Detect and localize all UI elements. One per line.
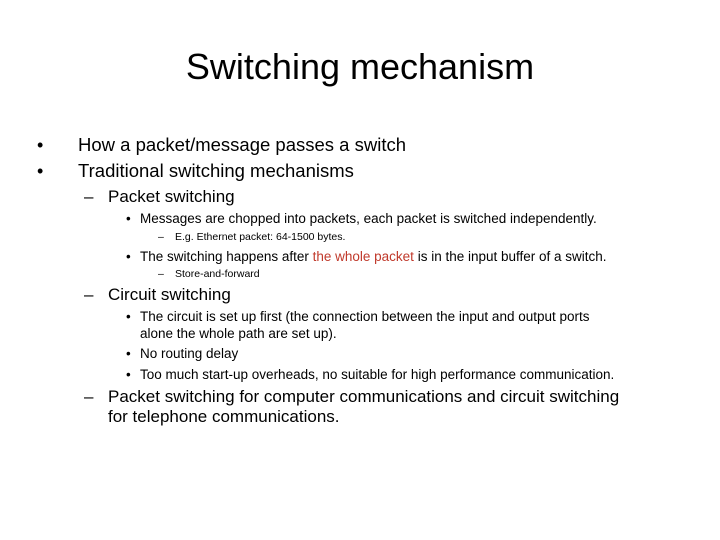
bullet-icon: • (126, 346, 131, 361)
packet-item (126, 210, 597, 227)
packet-item-text (126, 248, 607, 265)
circuit-item (126, 345, 238, 362)
circuit-item-continuation (126, 325, 337, 342)
dash-icon: – (84, 285, 94, 304)
packet-item (126, 248, 607, 265)
packet-subitem-text: E.g. Ethernet packet: 64-1500 bytes. (175, 231, 346, 243)
circuit-item-text: No routing delay (140, 346, 239, 361)
slide-title: Switching mechanism (185, 46, 535, 87)
subheading-circuit-switching (84, 284, 231, 306)
subheading-packet-switching (84, 186, 235, 208)
summary-text: Packet switching for computer communications and circuit switching (108, 387, 620, 406)
bullet-icon: • (126, 249, 131, 264)
bullet-icon: • (126, 211, 131, 226)
circuit-item (126, 366, 614, 383)
bullet-icon: • (126, 367, 131, 382)
summary-text: for telephone communications. (108, 407, 340, 426)
bullet-icon: • (37, 161, 44, 181)
packet-item-text: Messages are chopped into packets, each packet is switched independently. (140, 211, 597, 226)
summary-item (84, 386, 619, 408)
bullet-text: Traditional switching mechanisms (78, 160, 354, 181)
text-segment: is in the input buffer of a switch. (413, 249, 607, 264)
bullet-icon: • (126, 309, 131, 324)
highlighted-text: the whole packet (312, 249, 414, 264)
summary-item-continuation (84, 406, 340, 428)
bullet-icon: • (37, 135, 44, 155)
circuit-item (126, 308, 590, 325)
text-segment: The switching happens after (140, 249, 313, 264)
bullet-text: How a packet/message passes a switch (78, 134, 407, 155)
circuit-item-text: Too much start-up overheads, no suitable for high performance communication. (140, 367, 615, 382)
circuit-item-text: alone the whole path are set up). (140, 326, 337, 341)
subheading-text: Circuit switching (108, 285, 231, 304)
dash-icon: – (158, 231, 164, 243)
dash-icon: – (158, 268, 164, 280)
bullet-item (37, 132, 406, 158)
bullet-item (37, 158, 354, 184)
subheading-text: Packet switching (108, 187, 235, 206)
dash-icon: – (84, 187, 94, 206)
dash-icon: – (84, 387, 94, 406)
packet-subitem (158, 230, 345, 244)
circuit-item-text: The circuit is set up first (the connection between the input and output ports (140, 309, 590, 324)
packet-subitem-text: Store-and-forward (175, 268, 260, 280)
packet-subitem (158, 267, 260, 281)
